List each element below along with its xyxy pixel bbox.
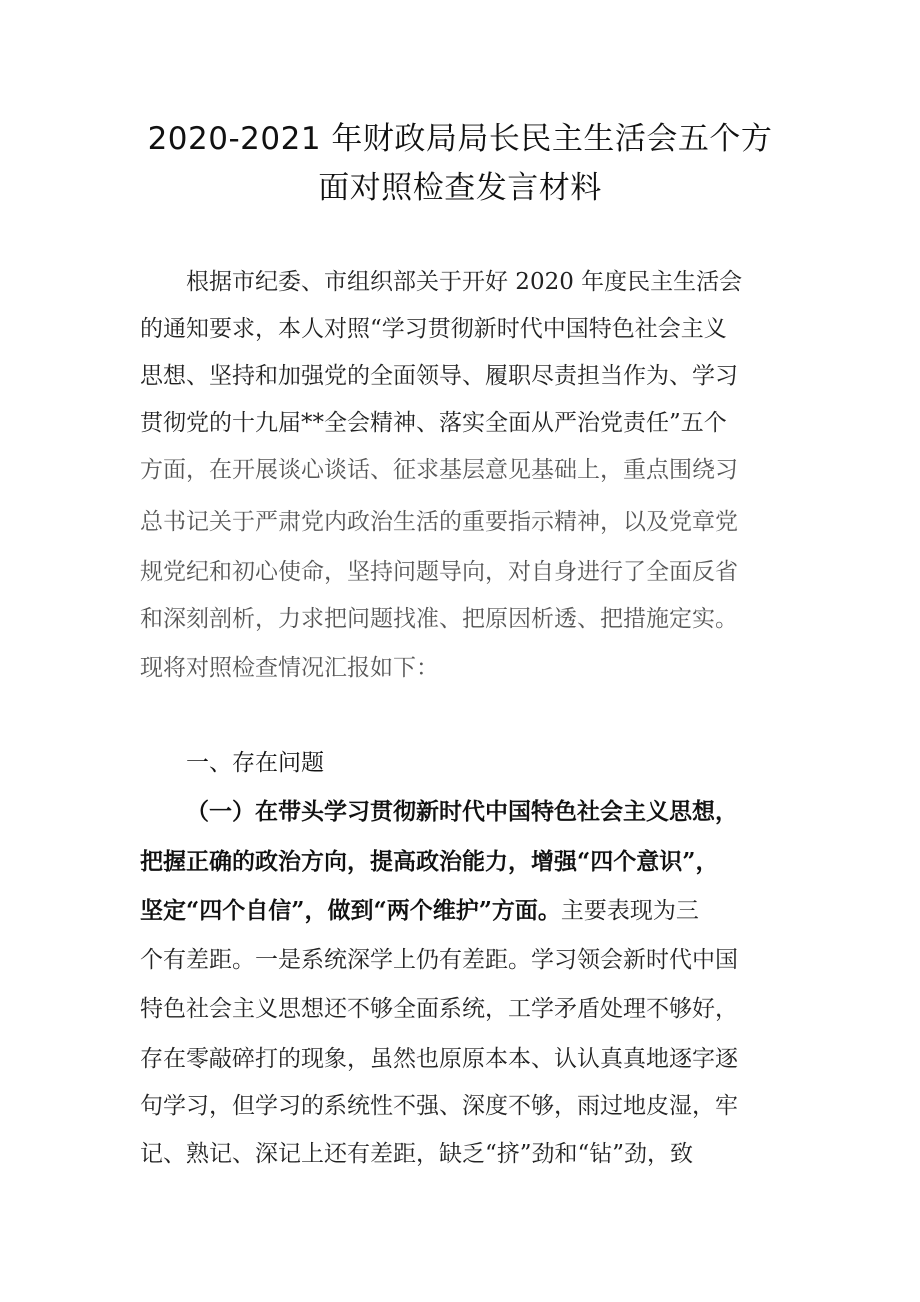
body-line: 个有差距。一是系统深学上仍有差距。学习领会新时代中国 [140,947,738,973]
bold-line: 把握正确的政治方向，提高政治能力，增强“四个意识”， [140,848,719,875]
intro-line: 思想、坚持和加强党的全面领导、履职尽责担当作为、学习 [140,363,738,389]
section-heading: 一、存在问题 [186,750,324,776]
body-line: 特色社会主义思想还不够全面系统，工学矛盾处理不够好， [140,996,738,1022]
intro-line: 的通知要求，本人对照“学习贯彻新时代中国特色社会主义 [140,316,727,342]
body-line: 句学习，但学习的系统性不强、深度不够，雨过地皮湿，牢 [140,1093,738,1119]
body-line: 存在零敲碎打的现象，虽然也原原本本、认认真真地逐字逐 [140,1046,738,1072]
bold-line-end: 坚定“四个自信”，做到“两个维护”方面。 [140,897,561,924]
intro-line: 根据市纪委、市组织部关于开好 2020 年度民主生活会 [186,269,743,295]
intro-line: 和深刻剖析，力求把问题找准、把原因析透、把措施定实。 [140,606,738,632]
line-tail: 主要表现为三 [560,898,699,924]
intro-line: 方面，在开展谈心谈话、征求基层意见基础上，重点围绕习 [140,457,738,483]
intro-line: 规党纪和初心使命，坚持问题导向，对自身进行了全面反省 [140,559,738,585]
mixed-line [140,895,800,927]
body-line: 记、熟记、深记上还有差距，缺乏“挤”劲和“钻”劲，致 [140,1141,694,1167]
title-line-1: 2020-2021 年财政局局长民主生活会五个方 [147,121,773,157]
title-line-2: 面对照检查发言材料 [318,170,602,206]
intro-line: 贯彻党的十九届**全会精神、落实全面从严治党责任”五个 [140,410,727,436]
intro-line: 总书记关于严肃党内政治生活的重要指示精神，以及党章党 [140,509,738,535]
intro-line: 现将对照检查情况汇报如下： [140,655,439,681]
bold-line: （一）在带头学习贯彻新时代中国特色社会主义思想， [186,798,738,825]
